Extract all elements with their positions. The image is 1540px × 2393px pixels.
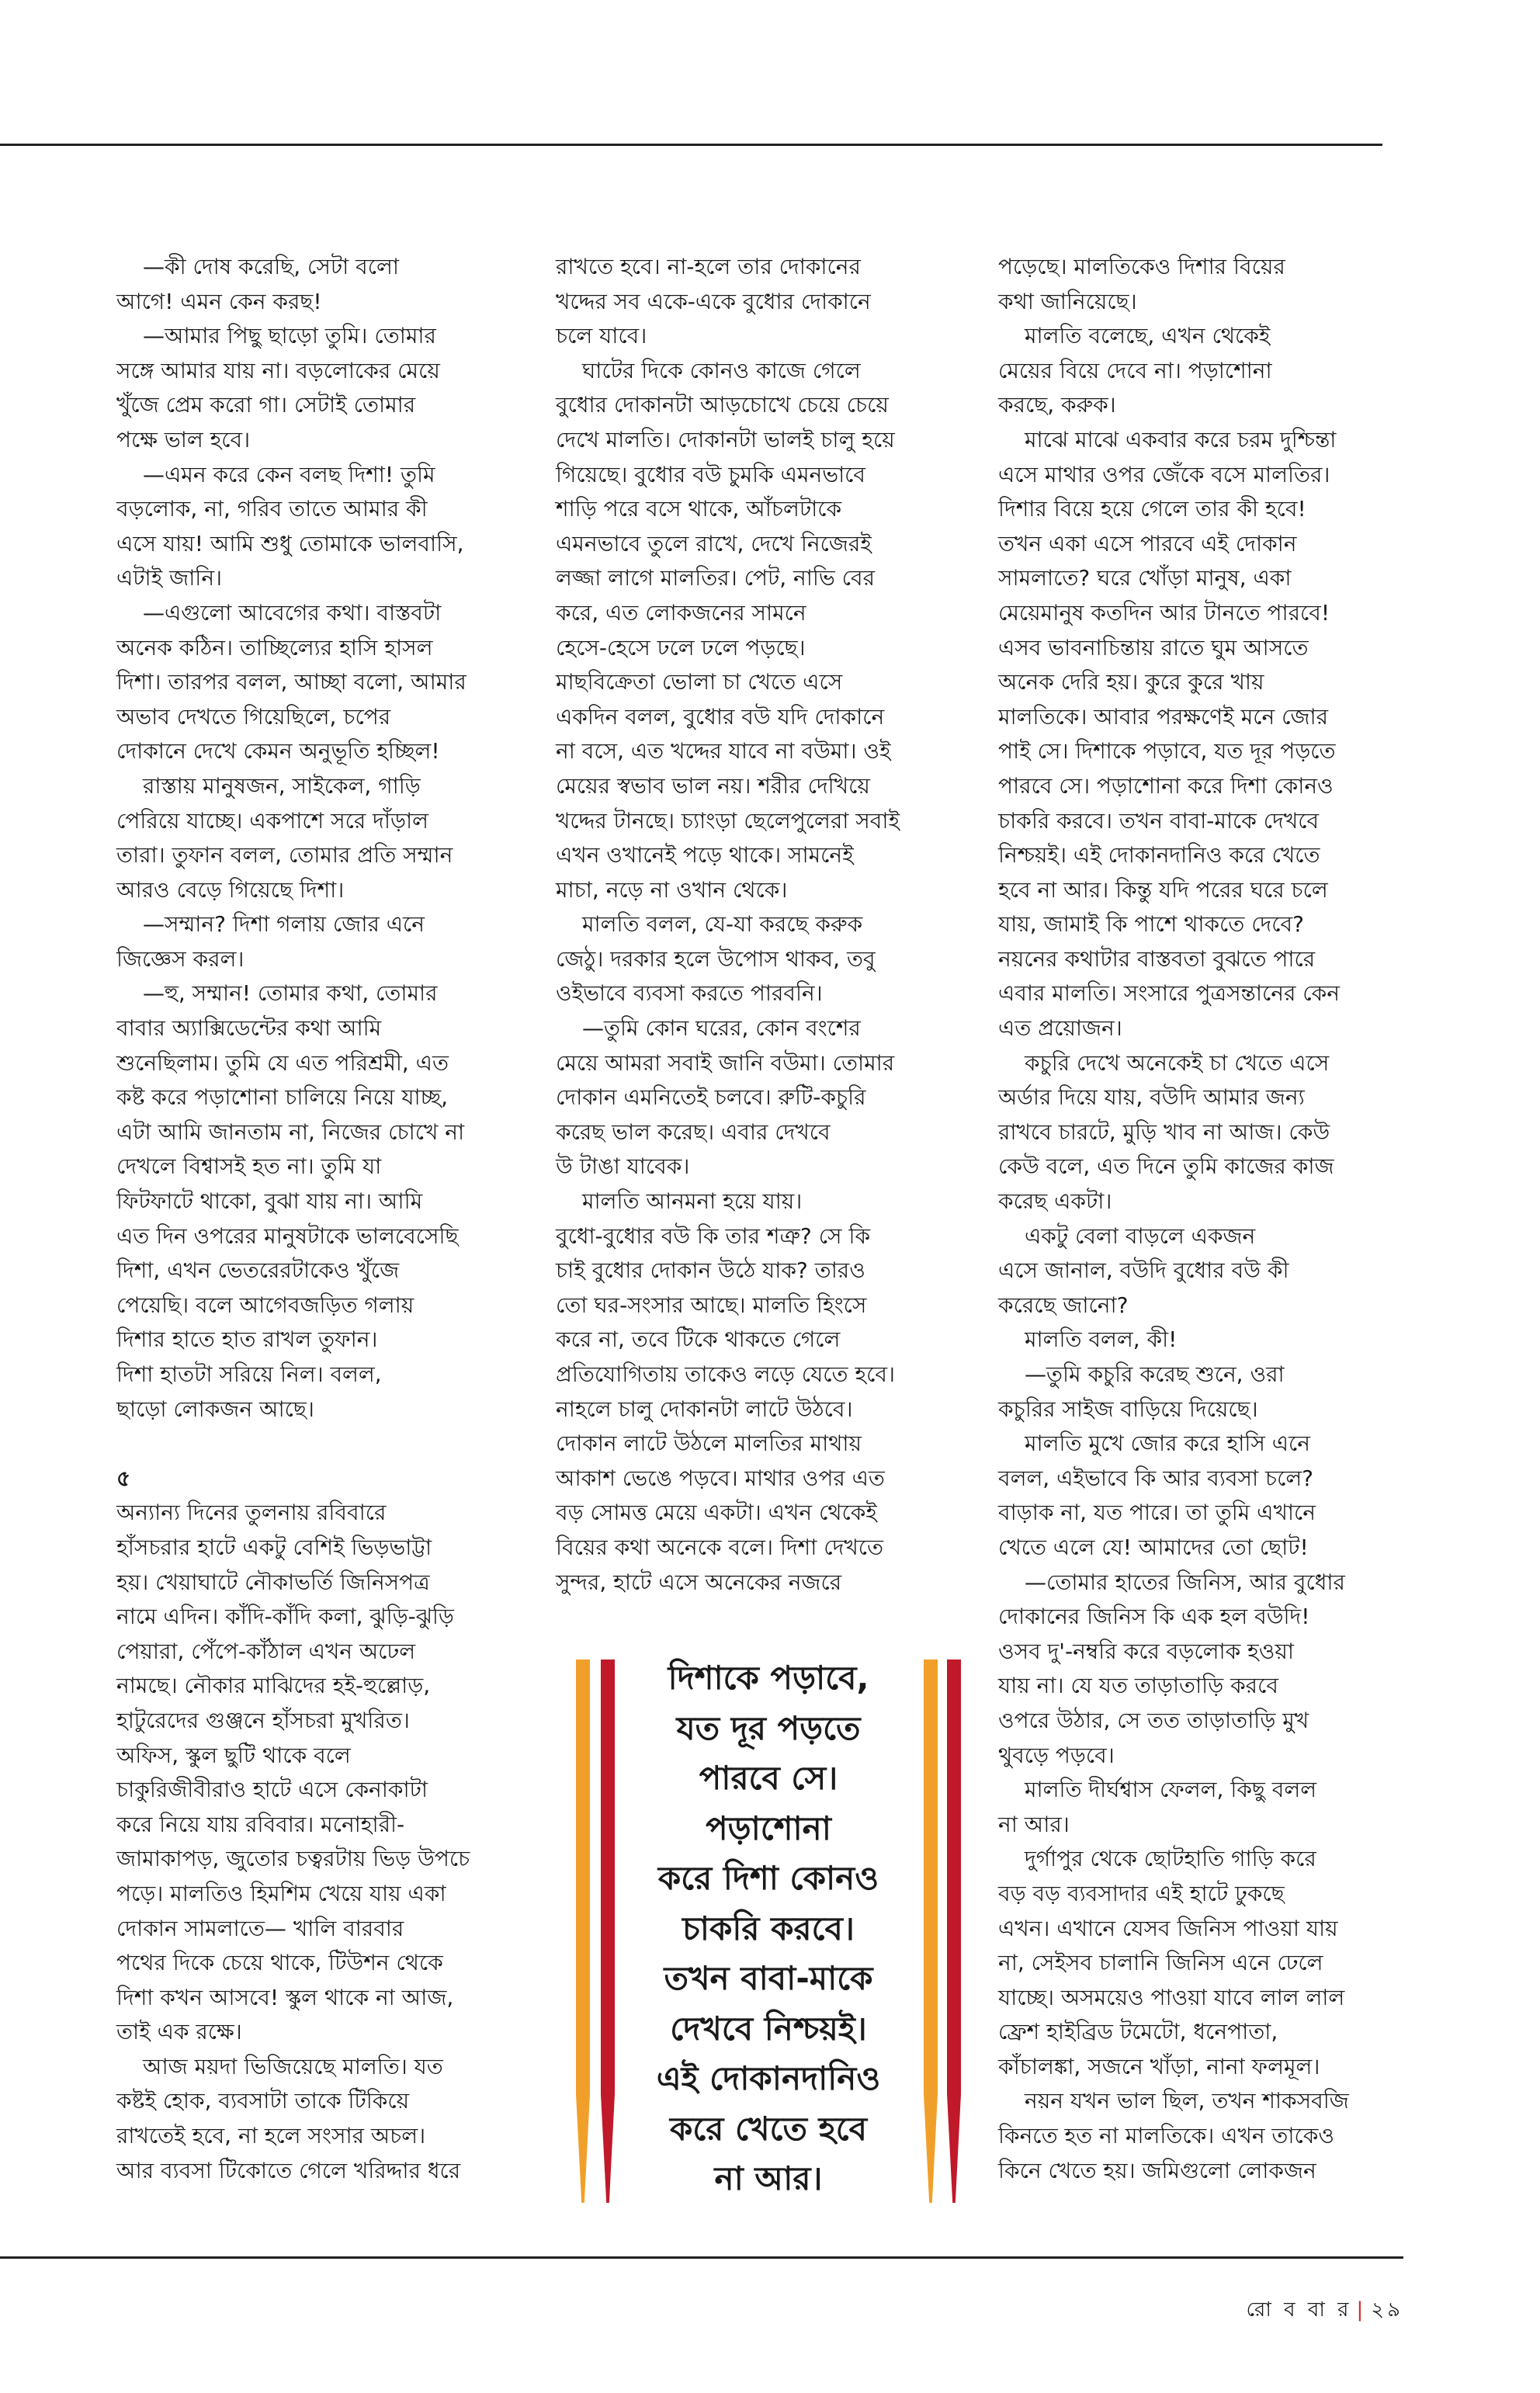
text-line: জামাকাপড়, জুতোর চত্বরটায় ভিড় উপচে [116,1846,470,1872]
text-line: আরও বেড়ে গিয়েছে দিশা। [116,876,345,903]
text-line: খেতে এলে যে! আমাদের তো ছোট! [998,1534,1309,1560]
pull-quote-line: এই দোকানদানিও [656,2059,881,2097]
text-line: রাখতেই হবে, না হলে সংসার অচল। [116,2123,426,2149]
text-line: হাটুরেদের গুঞ্জনে হাঁসচরা মুখরিত। [116,1707,410,1733]
text-line: অর্ডার দিয়ে যায়, বউদি আমার জন্য [998,1084,1305,1111]
text-line: এত দিন ওপরের মানুষটাকে ভালবেসেছি [116,1223,459,1249]
text-line: দিশার হাতে হাত রাখল তুফান। [116,1327,378,1353]
text-line: এখন ওখানেই পড়ে থাকে। সামনেই [556,842,854,869]
text-line: করে না, তবে টিকে থাকতে গেলে [556,1327,841,1353]
text-line: দিশা। তারপর বলল, আচ্ছা বলো, আমার [116,669,467,695]
text-line: যায়, জামাই কি পাশে থাকতে দেবে? [998,911,1304,938]
text-line: বড়লোক, না, গরিব তাতে আমার কী [116,496,428,522]
text-line: সামলাতে? ঘরে খোঁড়া মানুষ, একা [998,565,1292,591]
text-line: মাঝে মাঝে একবার করে চরম দুশ্চিন্তা [1025,426,1337,453]
text-line: পেরিয়ে যাচ্ছে। একপাশে সরে দাঁড়াল [116,807,428,834]
bottom-rule [0,2256,1403,2259]
text-line: অভাব দেখতে গিয়েছিলে, চপের [116,703,391,730]
text-line: অনেক কঠিন। তাচ্ছিল্যের হাসি হাসল [116,634,433,661]
top-rule [0,144,1382,146]
text-line: সঙ্গে আমার যায় না। বড়লোকের মেয়ে [116,357,440,383]
text-line: যাচ্ছে। অসময়েও পাওয়া যাবে লাল লাল [998,1984,1345,2010]
pull-quote-red-bar-left [601,1659,615,2203]
text-line: দেখলে বিশ্বাসই হত না। তুমি যা [116,1153,382,1180]
text-column-1 [116,250,512,2188]
magazine-name: রো ব বা র [1246,2298,1352,2322]
text-line: এটা আমি জানতাম না, নিজের চোখে না [116,1118,465,1145]
text-line: নয়নের কথাটার বাস্তবতা বুঝতে পারে [998,945,1316,972]
text-line: আজ ময়দা ভিজিয়েছে মালতি। যত [143,2053,443,2079]
text-line: কিনে খেতে হয়। জমিগুলো লোকজন [998,2157,1316,2183]
text-line: উ টাঙা যাবেক। [556,1153,690,1180]
text-line: একদিন বলল, বুধোর বউ যদি দোকানে [556,703,885,730]
text-line: কাঁচালঙ্কা, সজনে খাঁড়া, নানা ফলমূল। [998,2053,1320,2079]
pull-quote-orange-bar-left [576,1659,590,2203]
text-line: না আর। [998,1811,1070,1837]
text-line: এখন। এখানে যেসব জিনিস পাওয়া যায় [998,1915,1338,1941]
text-line: এবার মালতি। সংসারে পুত্রসন্তানের কেন [998,980,1340,1007]
text-line: বুধো-বুধোর বউ কি তার শত্রু? সে কি [556,1223,871,1249]
text-line: করছে, করুক। [998,392,1116,418]
text-line: হবে না আর। কিন্তু যদি পরের ঘরে চলে [998,876,1328,903]
text-line: চলে যাবে। [556,323,647,349]
pull-quote-line: না আর। [714,2159,823,2197]
text-line: মালতি মুখে জোর করে হাসি এনে [1025,1431,1311,1457]
text-line: দোকান সামলাতে— খালি বারবার [116,1915,404,1941]
text-line: ছাড়ো লোকজন আছে। [116,1396,314,1422]
text-line: একটু বেলা বাড়লে একজন [1025,1223,1256,1249]
text-line: খদ্দের সব একে-একে বুধোর দোকানে [556,288,871,314]
text-line: দিশা, এখন ভেতরেরটাকেও খুঁজে [116,1257,400,1284]
text-line: দিশা কখন আসবে! স্কুল থাকে না আজ, [116,1984,454,2010]
text-line: আকাশ ভেঙে পড়বে। মাথার ওপর এত [556,1465,885,1491]
text-line: লজ্জা লাগে মালতির। পেট, নাভি বের [556,565,875,591]
text-line: মেয়ের বিয়ে দেবে না। পড়াশোনা [998,357,1272,383]
text-line: থুবড়ে পড়বে। [998,1742,1115,1768]
text-line: চাকুরিজীবীরাও হাটে এসে কেনাকাটা [116,1777,428,1803]
text-line: যায় না। যে যত তাড়াতাড়ি করবে [998,1673,1278,1699]
text-line: করে নিয়ে যায় রবিবার। মনোহারী- [116,1811,405,1837]
text-line: বলল, এইভাবে কি আর ব্যবসা চলে? [998,1465,1314,1491]
text-line: পাই সে। দিশাকে পড়াবে, যত দূর পড়তে [998,738,1336,765]
text-line: —হু, সম্মান! তোমার কথা, তোমার [143,980,438,1007]
text-line: পেয়েছি। বলে আগেবজড়িত গলায় [116,1292,414,1318]
text-line: এটাই জানি। [116,565,223,591]
text-line: এসব ভাবনাচিন্তায় রাতে ঘুম আসতে [998,634,1309,661]
text-line: —এমন করে কেন বলছ দিশা! তুমি [143,461,435,487]
text-line: দোকানের জিনিস কি এক হল বউদি! [998,1604,1310,1630]
text-line: চাই বুধোর দোকান উঠে যাক? তারও [556,1257,865,1284]
text-line: গিয়েছে। বুধোর বউ চুমকি এমনভাবে [556,461,866,487]
text-line: অনেক দেরি হয়। কুরে কুরে খায় [998,669,1264,695]
section-number: ৫ [116,1465,131,1491]
text-line: মালতি আনমনা হয়ে যায়। [582,1188,803,1215]
pull-quote-orange-bar-right [924,1659,938,2203]
text-line: মালতি বলেছে, এখন থেকেই [1025,323,1271,349]
text-line: দিশার বিয়ে হয়ে গেলে তার কী হবে! [998,496,1306,522]
text-line: কথা জানিয়েছে। [998,288,1137,314]
text-line: রাস্তায় মানুষজন, সাইকেল, গাড়ি [143,772,421,799]
text-line: নামে এদিন। কাঁদি-কাঁদি কলা, ঝুড়ি-ঝুড়ি [116,1604,454,1630]
text-line: এসে যায়! আমি শুধু তোমাকে ভালবাসি, [116,530,464,557]
text-line: অফিস, স্কুল ছুটি থাকে বলে [116,1742,351,1768]
text-line: বুধোর দোকানটা আড়চোখে চেয়ে চেয়ে [556,392,889,418]
text-line: হাঁসচরার হাটে একটু বেশিই ভিড়ভাট্টা [116,1534,432,1560]
text-line: পারবে সে। পড়াশোনা করে দিশা কোনও [998,772,1334,799]
text-line: —তুমি কচুরি করেছ শুনে, ওরা [1025,1361,1285,1387]
text-line: মালতি দীর্ঘশ্বাস ফেলল, কিছু বলল [1025,1777,1317,1803]
text-line: বড় সোমত্ত মেয়ে একটা। এখন থেকেই [556,1500,877,1526]
pull-quote-line: তখন বাবা-মাকে [664,1959,873,1997]
text-line: জেঠু। দরকার হলে উপোস থাকব, তবু [556,945,876,972]
text-line: —আমার পিছু ছাড়ো তুমি। তোমার [143,323,436,349]
text-line: এমনভাবে তুলে রাখে, দেখে নিজেরই [556,530,872,557]
text-line: মালতিকে। আবার পরক্ষণেই মনে জোর [998,703,1329,730]
text-line: —কী দোষ করেছি, সেটা বলো [143,254,399,279]
text-line: পেয়ারা, পেঁপে-কাঁঠাল এখন অঢেল [116,1638,416,1664]
text-line: করেছ ভাল করেছ। এবার দেখবে [556,1118,831,1145]
text-line: আগে! এমন কেন করছ! [116,288,322,314]
text-line: দেখে মালতি। দোকানটা ভালই চালু হয়ে [556,426,895,453]
text-line: হয়। খেয়াঘাটে নৌকাভর্তি জিনিসপত্র [116,1569,430,1595]
text-line: পড়ে। মালতিও হিমশিম খেয়ে যায় একা [116,1880,446,1906]
text-line: জিজ্ঞেস করল। [116,945,245,972]
text-line: রাখতে হবে। না-হলে তার দোকানের [556,254,861,279]
text-line: কচুরি দেখে অনেকেই চা খেতে এসে [1025,1049,1330,1076]
text-line: মাছবিক্রেতা ভোলা চা খেতে এসে [556,669,843,695]
pull-quote-red-bar-right [947,1659,961,2203]
pull-quote-line: পড়াশোনা [706,1809,831,1847]
pull-quote-text [621,1653,916,2204]
text-line: দুর্গাপুর থেকে ছোটহাতি গাড়ি করে [1025,1846,1316,1872]
text-line: —সম্মান? দিশা গলায় জোর এনে [143,911,425,938]
text-line: মেয়ে আমরা সবাই জানি বউমা। তোমার [556,1049,895,1076]
pull-quote-line: দিশাকে পড়াবে, [668,1659,869,1697]
text-line: —তুমি কোন ঘরের, কোন বংশের [582,1015,861,1042]
text-line: নামছে। নৌকার মাঝিদের হই-হুল্লোড়, [116,1673,431,1699]
text-line: পক্ষে ভাল হবে। [116,426,251,453]
text-line: দোকানে দেখে কেমন অনুভূতি হচ্ছিল! [116,738,440,765]
text-line: মেয়েমানুষ কতদিন আর টানতে পারবে! [998,599,1330,626]
text-line: কিনতে হত না মালতিকে। এখন তাকেও [998,2123,1335,2149]
text-line: ওইভাবে ব্যবসা করতে পারবনি। [556,980,823,1007]
text-line: মেয়ের স্বভাব ভাল নয়। শরীর দেখিয়ে [556,772,870,799]
text-line: তাই এক রক্ষে। [116,2019,242,2045]
text-line: সুন্দর, হাটে এসে অনেকের নজরে [556,1569,842,1595]
text-line: কেউ বলে, এত দিনে তুমি কাজের কাজ [998,1153,1334,1180]
page-footer [1246,2294,1403,2328]
text-line: নিশ্চয়ই। এই দোকানদানিও করে খেতে [998,842,1320,869]
text-column-3 [998,250,1394,2188]
text-line: শুনেছিলাম। তুমি যে এত পরিশ্রমী, এত [116,1049,449,1076]
text-line: মাচা, নড়ে না ওখান থেকে। [556,876,788,903]
text-line: অন্যান্য দিনের তুলনায় রবিবারে [116,1500,387,1526]
text-line: প্রতিযোগিতায় তাকেও লড়ে যেতে হবে। [556,1361,895,1387]
text-line: মালতি বলল, যে-যা করছে করুক [582,911,863,938]
text-line: কষ্ট করে পড়াশোনা চালিয়ে নিয়ে যাচ্ছ, [116,1084,448,1111]
pull-quote-line: চাকরি করবে। [682,1909,855,1947]
text-line: বাবার অ্যাক্সিডেন্টের কথা আমি [116,1015,382,1042]
pull-quote-line: দেখবে নিশ্চয়ই। [670,2009,867,2048]
text-line: ফ্রেশ হাইব্রিড টমেটো, ধনেপাতা, [998,2019,1278,2045]
text-line: —এগুলো আবেগের কথা। বাস্তবটা [143,599,442,626]
text-line: হেসে-হেসে ঢলে ঢলে পড়ছে। [556,634,806,661]
text-line: তো ঘর-সংসার আছে। মালতি হিংসে [556,1292,867,1318]
text-line: এসে জানাল, বউদি বুধোর বউ কী [998,1257,1289,1284]
text-line: ফিটফাটে থাকো, বুঝা যায় না। আমি [116,1188,423,1215]
text-line: পথের দিকে চেয়ে থাকে, টিউশন থেকে [116,1950,443,1976]
text-line: করেছে জানো? [998,1292,1129,1318]
text-line: কচুরির সাইজ বাড়িয়ে দিয়েছে। [998,1396,1258,1422]
pull-quote-line: পারবে সে। [699,1759,838,1797]
footer-separator: | [1356,2298,1367,2322]
text-line: খদ্দের টানছে। চ্যাংড়া ছেলেপুলেরা সবাই [556,807,900,834]
page-number: ২৯ [1371,2298,1403,2322]
text-line: চাকরি করবে। তখন বাবা-মাকে দেখবে [998,807,1320,834]
text-line: মালতি বলল, কী! [1025,1327,1178,1353]
text-line: ওসব দু'-নম্বরি করে বড়লোক হওয়া [998,1638,1294,1664]
text-line: না, সেইসব চালানি জিনিস এনে ঢেলে [998,1950,1323,1976]
pull-quote-line: করে খেতে হবে [670,2109,867,2148]
pull-quote-line: করে দিশা কোনও [657,1859,879,1897]
text-line: দোকান লাটে উঠলে মালতির মাথায় [556,1431,862,1457]
text-line: আর ব্যবসা টিকোতে গেলে খরিদ্দার ধরে [116,2157,461,2183]
text-line: তারা। তুফান বলল, তোমার প্রতি সম্মান [116,842,453,869]
text-line: বিয়ের কথা অনেকে বলে। দিশা দেখতে [556,1534,883,1560]
text-line: রাখবে চারটে, মুড়ি খাব না আজ। কেউ [998,1118,1330,1145]
text-line: নয়ন যখন ভাল ছিল, তখন শাকসবজি [1025,2088,1349,2114]
text-line: বড় বড় ব্যবসাদার এই হাটে ঢুকছে [998,1880,1285,1906]
text-line: পড়েছে। মালতিকেও দিশার বিয়ের [998,254,1285,279]
text-line: —তোমার হাতের জিনিস, আর বুধোর [1025,1569,1345,1595]
text-line: করেছ একটা। [998,1188,1112,1215]
text-line: শাড়ি পরে বসে থাকে, আঁচলটাকে [556,496,842,522]
text-line: ওপরে উঠার, সে তত তাড়াতাড়ি মুখ [998,1707,1309,1733]
text-line: নাহলে চালু দোকানটা লাটে উঠবে। [556,1396,853,1422]
text-line: এত প্রয়োজন। [998,1015,1122,1042]
pull-quote [574,1653,962,2212]
text-line: তখন একা এসে পারবে এই দোকান [998,530,1297,557]
text-column-2 [556,250,952,1600]
text-line: কষ্টই হোক, ব্যবসাটা তাকে টিকিয়ে [116,2088,410,2114]
text-line: খুঁজে প্রেম করো গা। সেটাই তোমার [116,392,416,418]
text-line: না বসে, এত খদ্দের যাবে না বউমা। ওই [556,738,891,765]
pull-quote-line: যত দূর পড়তে [676,1708,861,1747]
text-line: এসে মাথার ওপর জেঁকে বসে মালতির। [998,461,1330,487]
text-line: করে, এত লোকজনের সামনে [556,599,806,626]
text-line [116,1427,512,1462]
text-line: ঘাটের দিকে কোনও কাজে গেলে [582,357,861,383]
text-line: দিশা হাতটা সরিয়ে নিল। বলল, [116,1361,382,1387]
text-line: দোকান এমনিতেই চলবে। রুটি-কচুরি [556,1084,866,1111]
text-line: বাড়াক না, যত পারে। তা তুমি এখানে [998,1500,1316,1526]
